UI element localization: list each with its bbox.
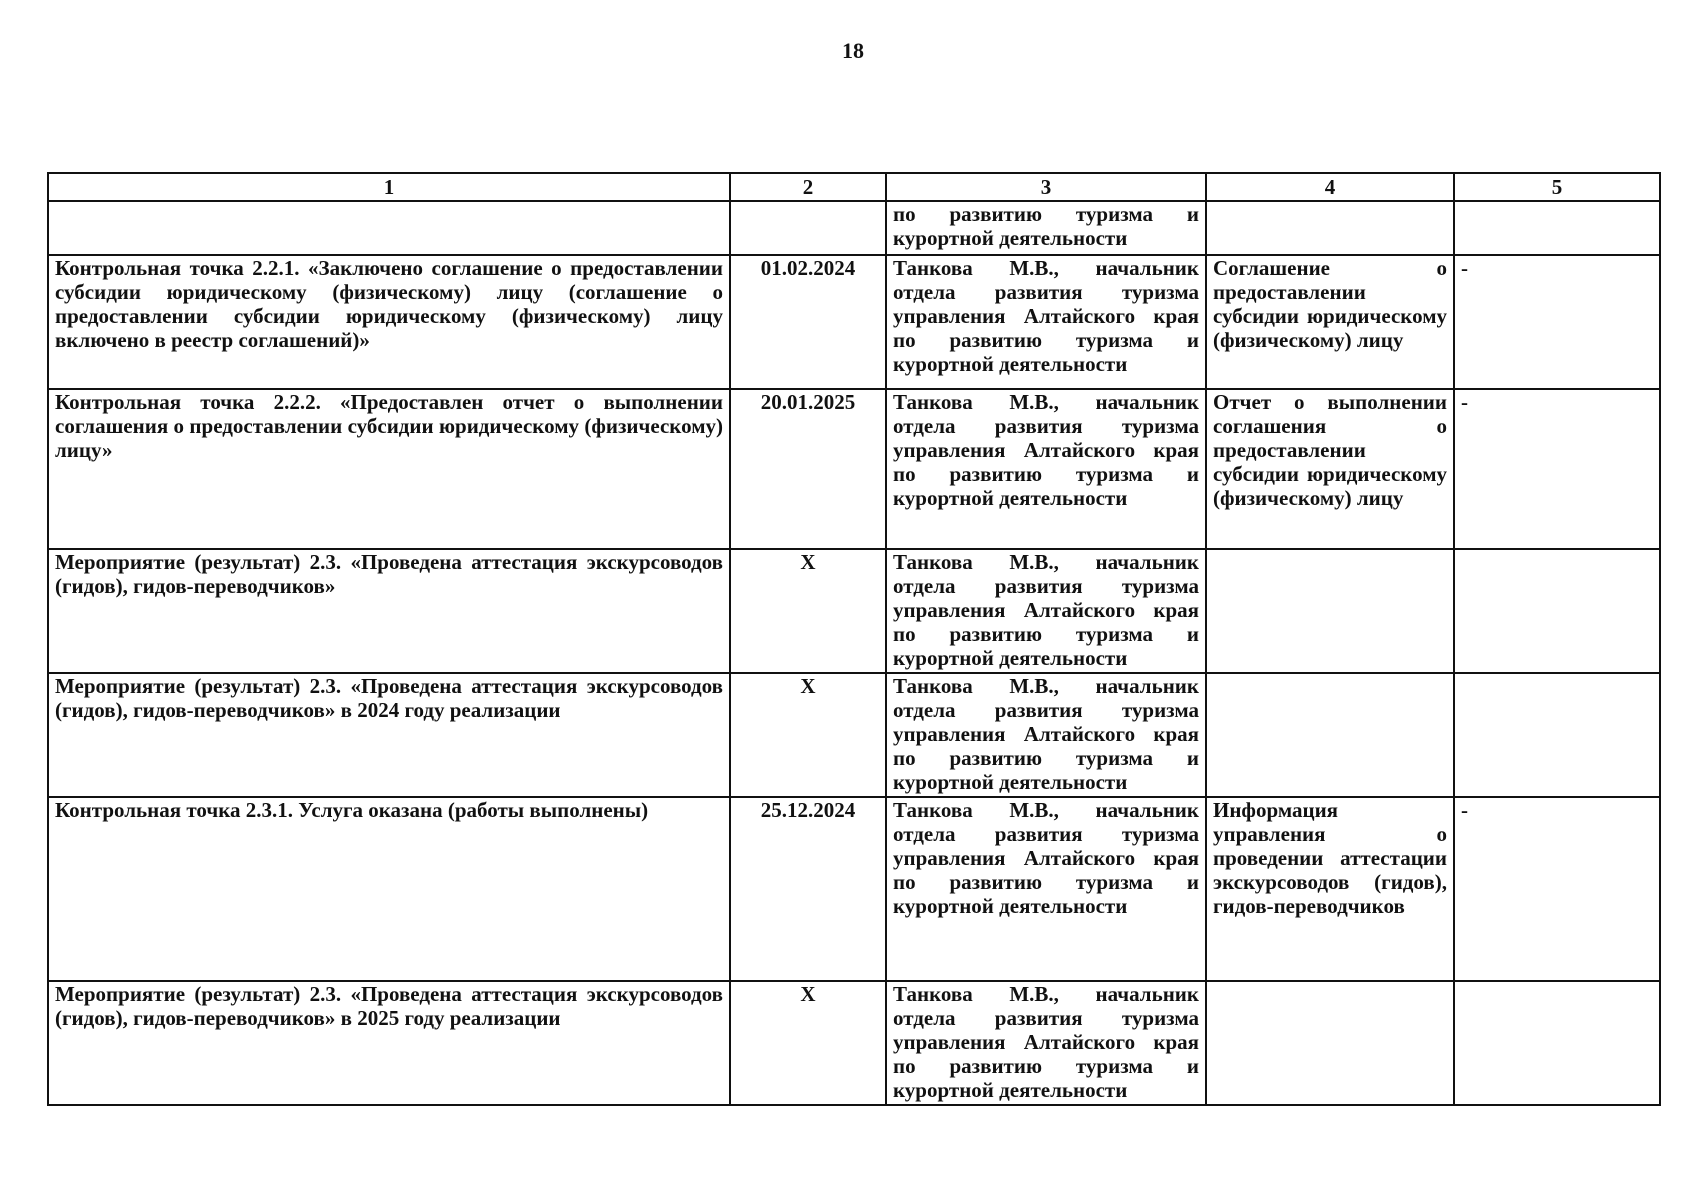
row-note-cell: - — [1454, 797, 1660, 981]
row-responsible-cell: Танкова М.В., начальник отдела развития туризма управления Алтайского края по развитию туризма и курортной деятельности — [886, 981, 1206, 1105]
column-header-5: 5 — [1454, 173, 1660, 201]
row-document-cell — [1206, 201, 1454, 255]
row-title-cell: Мероприятие (результат) 2.3. «Проведена аттестация экскурсоводов (гидов), гидов-переводчиков» — [48, 549, 730, 673]
row-note-cell — [1454, 201, 1660, 255]
row-responsible-cell: Танкова М.В., начальник отдела развития туризма управления Алтайского края по развитию туризма и курортной деятельности — [886, 797, 1206, 981]
row-title-cell: Мероприятие (результат) 2.3. «Проведена аттестация экскурсоводов (гидов), гидов-переводчиков» в 2024 году реализации — [48, 673, 730, 797]
row-document-cell — [1206, 549, 1454, 673]
row-title-cell — [48, 201, 730, 255]
row-title-cell: Контрольная точка 2.3.1. Услуга оказана (работы выполнены) — [48, 797, 730, 981]
row-title-cell: Мероприятие (результат) 2.3. «Проведена аттестация экскурсоводов (гидов), гидов-переводчиков» в 2025 году реализации — [48, 981, 730, 1105]
table-row — [48, 549, 1660, 673]
row-date-cell: X — [730, 673, 886, 797]
plan-table — [47, 172, 1661, 1106]
table-row — [48, 797, 1660, 981]
row-note-cell: - — [1454, 389, 1660, 549]
row-title-cell: Контрольная точка 2.2.1. «Заключено соглашение о предоставлении субсидии юридическому (физическому) лицу (соглашение о предоставлении субсидии юридическому (физическому) лицу включено в реестр соглашений)» — [48, 255, 730, 389]
column-header-4: 4 — [1206, 173, 1454, 201]
row-date-cell: X — [730, 549, 886, 673]
row-responsible-cell: Танкова М.В., начальник отдела развития туризма управления Алтайского края по развитию туризма и курортной деятельности — [886, 389, 1206, 549]
row-note-cell — [1454, 981, 1660, 1105]
column-header-1: 1 — [48, 173, 730, 201]
table-header-row — [48, 173, 1660, 201]
row-document-cell: Информация управления о проведении аттестации экскурсоводов (гидов), гидов-переводчиков — [1206, 797, 1454, 981]
column-header-3: 3 — [886, 173, 1206, 201]
row-document-cell: Отчет о выполнении соглашения о предоставлении субсидии юридическому (физическому) лицу — [1206, 389, 1454, 549]
row-note-cell — [1454, 673, 1660, 797]
row-responsible-cell: Танкова М.В., начальник отдела развития туризма управления Алтайского края по развитию туризма и курортной деятельности — [886, 255, 1206, 389]
row-date-cell: 20.01.2025 — [730, 389, 886, 549]
row-title-cell: Контрольная точка 2.2.2. «Предоставлен отчет о выполнении соглашения о предоставлении субсидии юридическому (физическому) лицу» — [48, 389, 730, 549]
row-responsible-cell: Танкова М.В., начальник отдела развития туризма управления Алтайского края по развитию туризма и курортной деятельности — [886, 549, 1206, 673]
row-responsible-cell: Танкова М.В., начальник отдела развития туризма управления Алтайского края по развитию туризма и курортной деятельности — [886, 673, 1206, 797]
row-document-cell: Соглашение о предоставлении субсидии юридическому (физическому) лицу — [1206, 255, 1454, 389]
row-date-cell: 25.12.2024 — [730, 797, 886, 981]
table-row — [48, 201, 1660, 255]
page-number: 18 — [842, 38, 864, 63]
row-document-cell — [1206, 673, 1454, 797]
table-row — [48, 673, 1660, 797]
row-date-cell: 01.02.2024 — [730, 255, 886, 389]
table-row — [48, 389, 1660, 549]
row-document-cell — [1206, 981, 1454, 1105]
column-header-2: 2 — [730, 173, 886, 201]
row-responsible-cell: по развитию туризма и курортной деятельности — [886, 201, 1206, 255]
table-row — [48, 255, 1660, 389]
row-note-cell — [1454, 549, 1660, 673]
table-row — [48, 981, 1660, 1105]
row-note-cell: - — [1454, 255, 1660, 389]
row-date-cell — [730, 201, 886, 255]
row-date-cell: X — [730, 981, 886, 1105]
